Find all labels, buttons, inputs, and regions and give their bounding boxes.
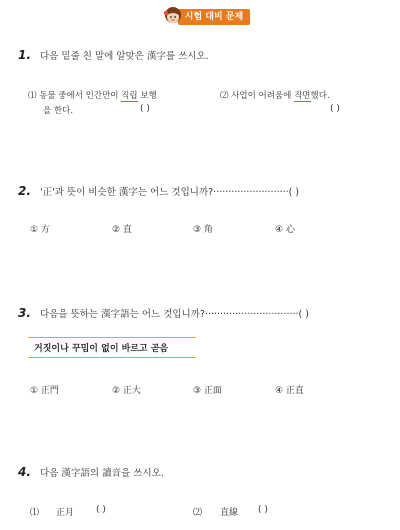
q1-item2-text-end: 했다. [310, 91, 330, 101]
question-number: 2. [18, 184, 31, 198]
question-text: '正'과 뜻이 비슷한 漢字는 어느 것입니까?·························( ) [40, 187, 300, 198]
q2-choice-1[interactable]: ① 方 [30, 225, 50, 235]
q1-item2-answer-blank[interactable]: ( ) [330, 104, 340, 114]
q1-item2-underlined: 직면 [294, 91, 311, 101]
question-4 [18, 461, 164, 480]
q4-item2-answer-blank[interactable]: ( ) [258, 505, 268, 515]
section-header [162, 5, 252, 27]
q4-item2-word: 直線 [220, 508, 239, 518]
q3-choice-4[interactable]: ④ 正直 [275, 386, 304, 396]
q2-choice-4[interactable]: ④ 心 [275, 225, 295, 235]
q2-choice-3[interactable]: ③ 角 [193, 225, 213, 235]
girl-mascot-icon [162, 5, 184, 27]
q1-item1-answer-blank[interactable]: ( ) [140, 104, 150, 114]
q4-item1-word: 正月 [56, 508, 75, 518]
q1-item2-text: ⑵ 사업이 어려움에 [220, 91, 295, 101]
q4-item1-answer-blank[interactable]: ( ) [96, 505, 106, 515]
q3-choice-1[interactable]: ① 正門 [30, 386, 59, 396]
q3-choice-3[interactable]: ③ 正面 [193, 386, 222, 396]
q1-item2 [220, 89, 330, 101]
definition-text: 거짓이나 꾸밈이 없이 바르고 곧음 [34, 344, 169, 354]
q4-item1-label: ⑴ [30, 508, 40, 518]
q2-choice-2[interactable]: ② 直 [112, 225, 132, 235]
q1-item1-text-end: 보행 [137, 91, 157, 101]
question-number: 4. [18, 465, 31, 479]
question-number: 3. [18, 306, 31, 320]
question-3 [18, 302, 309, 321]
q1-item1-text: ⑴ 동물 중에서 인간만이 [28, 91, 122, 101]
definition-box [28, 337, 196, 358]
question-2 [18, 180, 299, 199]
q1-item1-underlined: 직립 [121, 91, 138, 101]
question-number: 1. [18, 48, 31, 62]
section-header-label: 시험 대비 문제 [178, 9, 250, 25]
q4-item2-label: ⑵ [193, 508, 203, 518]
q3-choice-2[interactable]: ② 正大 [112, 386, 141, 396]
q1-item1 [28, 89, 157, 101]
question-text: 다음 밑줄 친 말에 알맞은 漢字를 쓰시오. [40, 51, 209, 62]
question-text: 다음을 뜻하는 漢字語는 어느 것입니까?·······························( ) [40, 309, 309, 320]
question-text: 다음 漢字語의 讀音을 쓰시오. [40, 468, 164, 479]
question-1 [18, 44, 209, 63]
q1-item1-line2: 을 한다. [43, 106, 74, 116]
